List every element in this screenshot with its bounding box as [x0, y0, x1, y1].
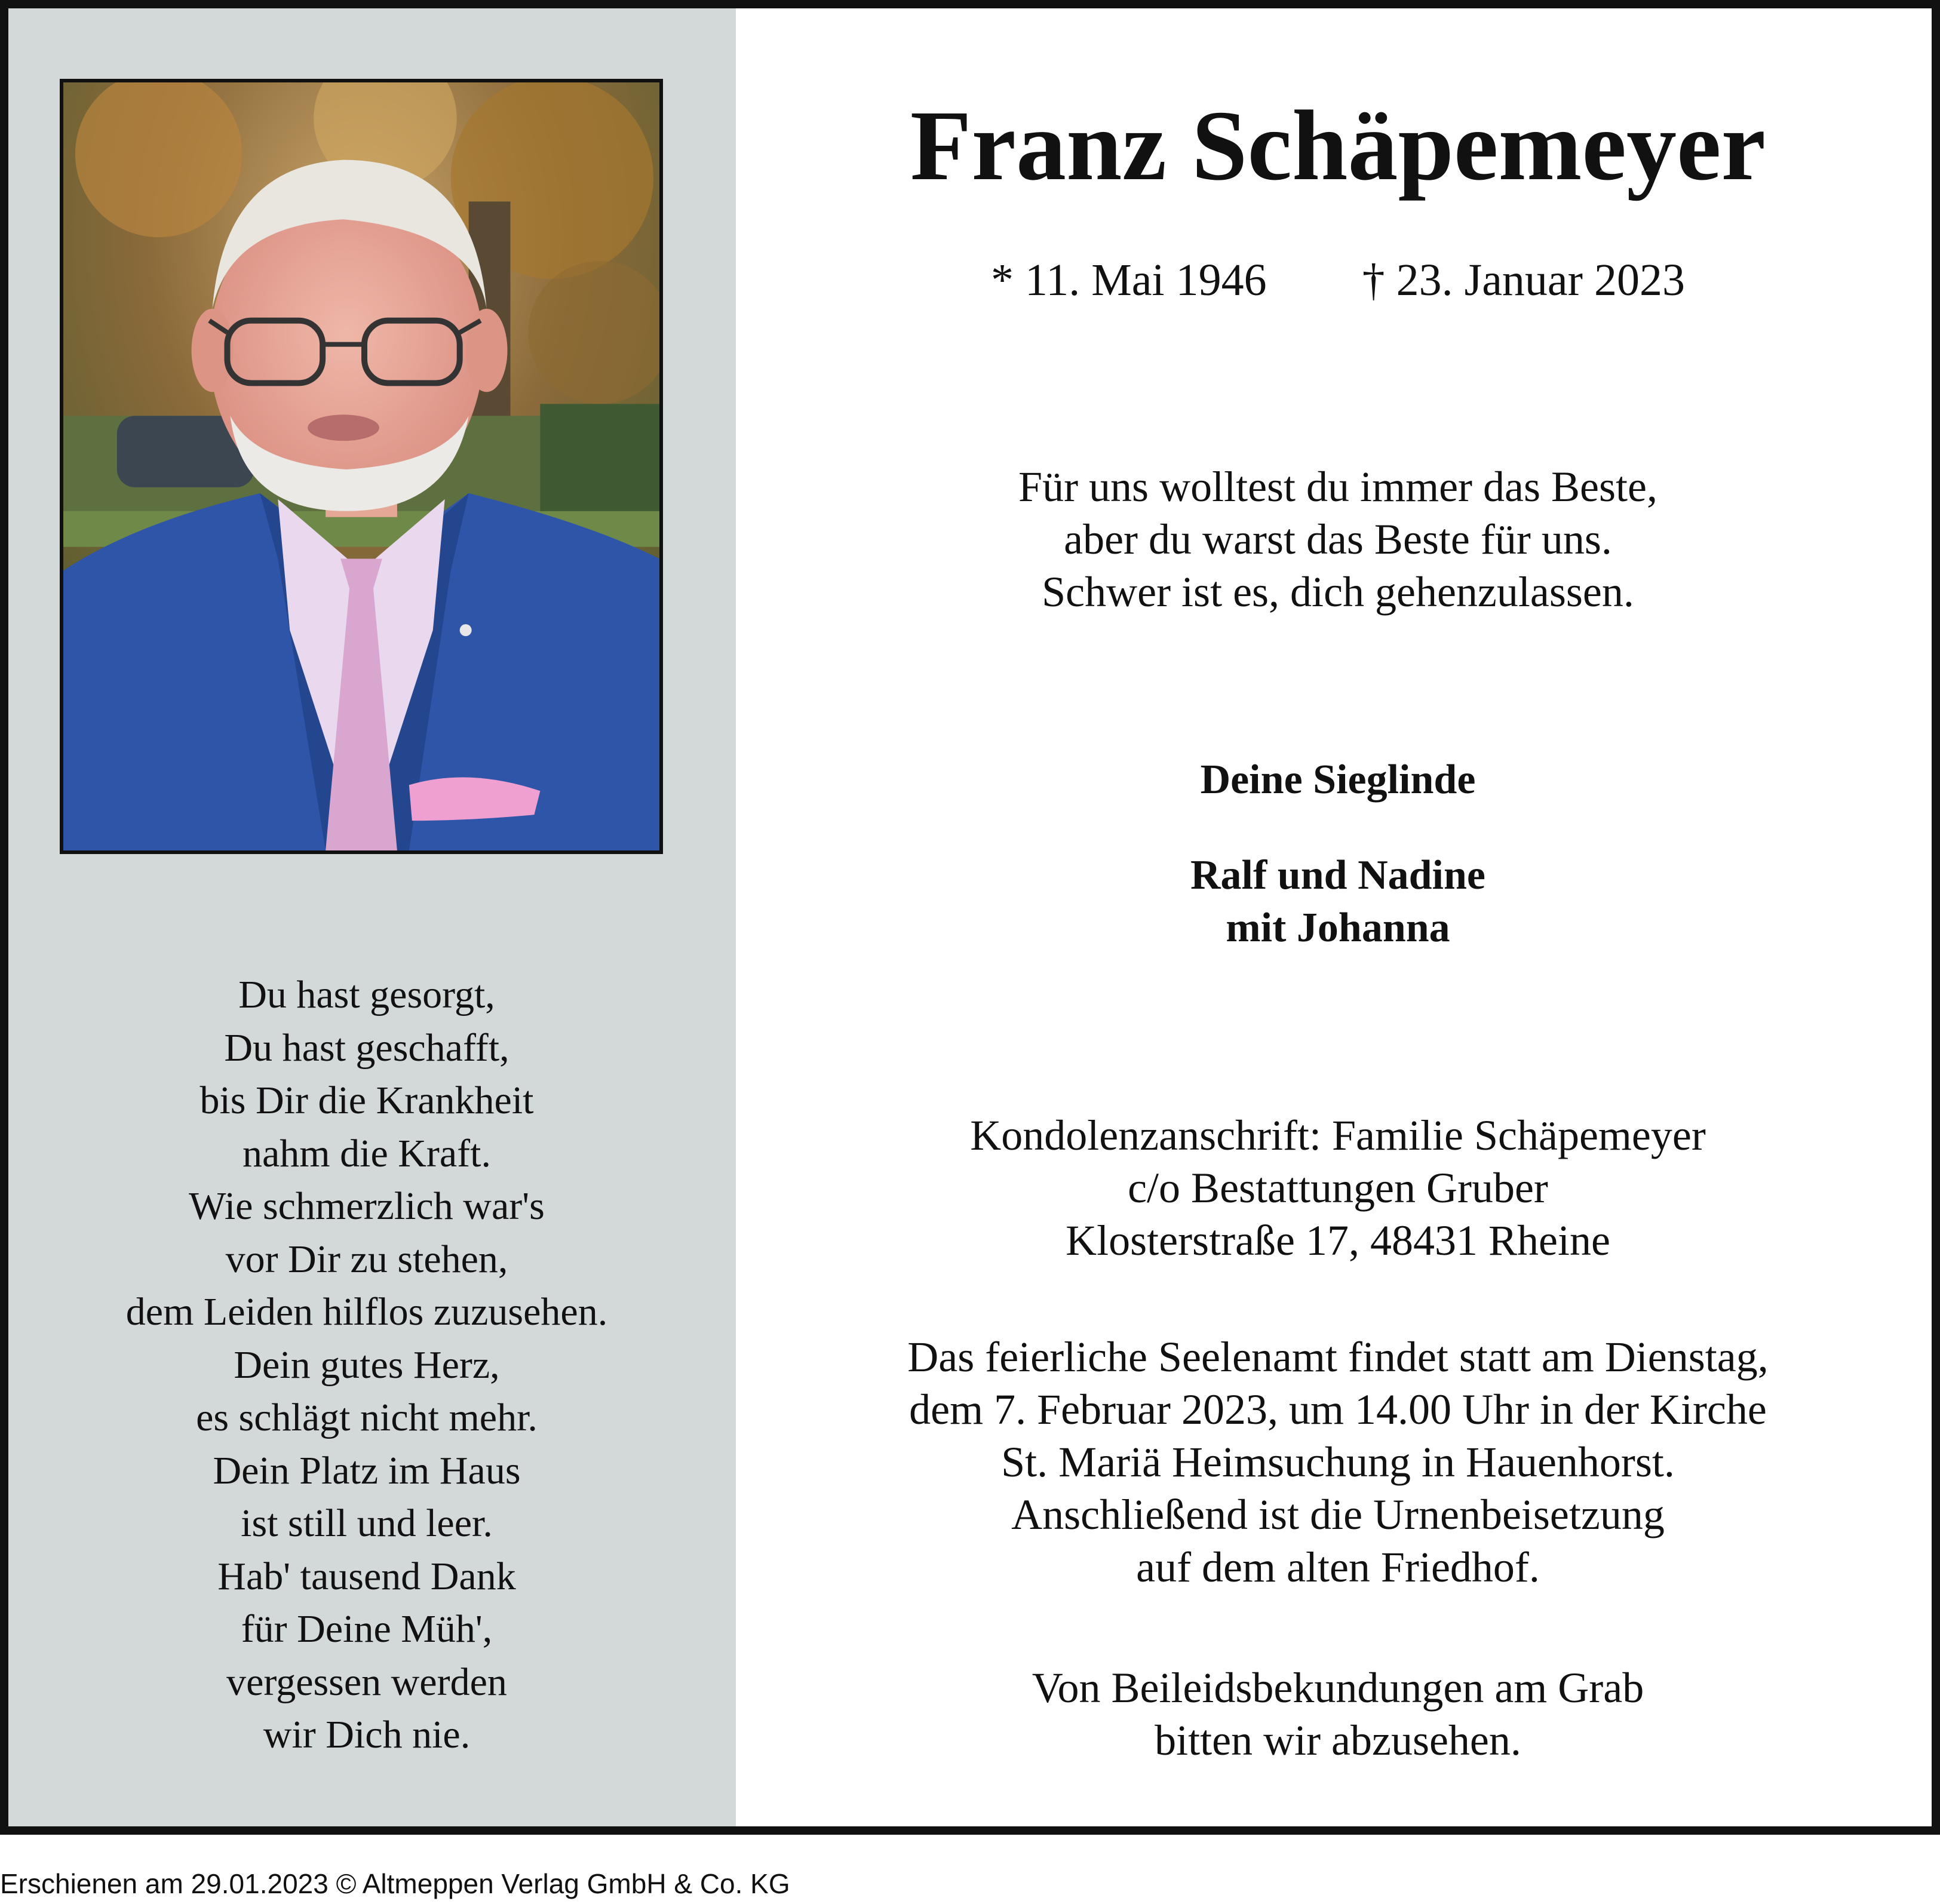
poem-line: Wie schmerzlich war's [189, 1184, 545, 1228]
right-content [736, 8, 1940, 1826]
mourner-line: mit Johanna [1226, 905, 1450, 951]
request-line: bitten wir abzusehen. [1155, 1716, 1521, 1764]
address-line: c/o Bestattungen Gruber [1128, 1164, 1548, 1212]
portrait-photo [60, 79, 663, 854]
poem-line: Dein gutes Herz, [234, 1343, 500, 1387]
publication-footer: Erschienen am 29.01.2023 © Altmeppen Verlag GmbH & Co. KG [0, 1868, 790, 1899]
mourner-first [736, 754, 1940, 806]
service-line: dem 7. Februar 2023, um 14.00 Uhr in der Kirche [909, 1386, 1767, 1433]
poem-line: bis Dir die Krankheit [199, 1079, 534, 1122]
poem-line: Dein Platz im Haus [213, 1448, 521, 1493]
birth-date: * 11. Mai 1946 [991, 255, 1267, 305]
motto-line: aber du warst das Beste für uns. [1064, 515, 1612, 563]
condolence-address [736, 1109, 1940, 1267]
poem-line: wir Dich nie. [263, 1713, 471, 1756]
mourner-line: Ralf und Nadine [1190, 852, 1486, 898]
condolence-request [736, 1662, 1940, 1767]
mourner-second [736, 849, 1940, 954]
address-line: Klosterstraße 17, 48431 Rheine [1066, 1217, 1610, 1264]
poem-line: Hab' tausend Dank [217, 1554, 516, 1598]
portrait-illustration [63, 82, 659, 850]
poem-line: vor Dir zu stehen, [225, 1237, 508, 1281]
service-line: Anschließend ist die Urnenbeisetzung [1011, 1491, 1665, 1538]
life-dates [736, 253, 1940, 307]
poem-line: Du hast geschafft, [224, 1025, 509, 1070]
deceased-name: Franz Schäpemeyer [910, 90, 1766, 201]
poem-line: Du hast gesorgt, [238, 973, 495, 1017]
service-info [736, 1331, 1940, 1593]
poem-line: dem Leiden hilflos zuzusehen. [125, 1290, 608, 1334]
service-line: St. Mariä Heimsuchung in Hauenhorst. [1001, 1438, 1675, 1486]
motto-line: Schwer ist es, dich gehenzulassen. [1042, 568, 1634, 616]
service-line: Das feierliche Seelenamt findet statt am Dienstag, [907, 1333, 1769, 1381]
motto-line: Für uns wolltest du immer das Beste, [1018, 463, 1657, 511]
mourner-line: Deine Sieglinde [1200, 757, 1476, 803]
poem-line: es schlägt nicht mehr. [196, 1396, 538, 1439]
poem-line: nahm die Kraft. [242, 1131, 491, 1175]
death-date: † 23. Januar 2023 [1362, 255, 1685, 305]
address-line: Kondolenzanschrift: Familie Schäpemeyer [970, 1111, 1706, 1159]
poem-line: vergessen werden [226, 1660, 507, 1704]
motto [736, 460, 1940, 618]
left-panel [8, 8, 736, 1826]
poem-line: für Deine Müh', [241, 1607, 493, 1651]
request-line: Von Beileidsbekundungen am Grab [1032, 1664, 1644, 1712]
poem-line: ist still und leer. [241, 1501, 493, 1545]
service-line: auf dem alten Friedhof. [1136, 1543, 1540, 1591]
poem [44, 969, 689, 1762]
